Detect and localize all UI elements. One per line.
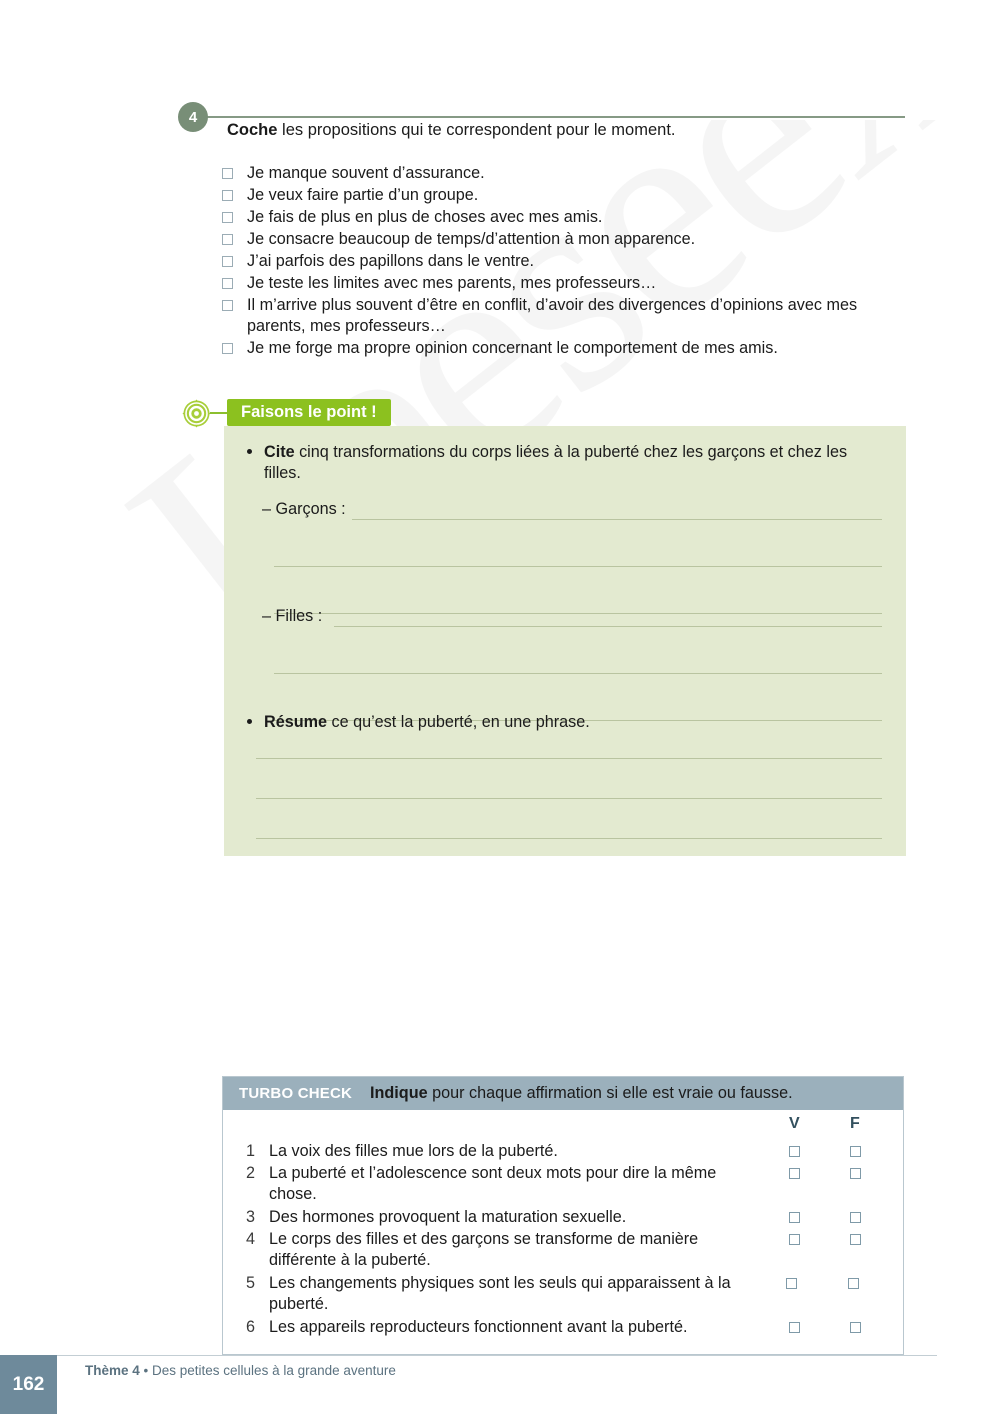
- checkbox[interactable]: [222, 278, 233, 289]
- banner-connector: [210, 412, 228, 414]
- checkbox-true[interactable]: [789, 1212, 800, 1223]
- column-header-true: V: [789, 1115, 800, 1132]
- footer-theme: [85, 1363, 396, 1378]
- checkbox[interactable]: [222, 234, 233, 245]
- row-statement: La puberté et l’adolescence sont deux mots pour dire la même chose.: [269, 1164, 717, 1203]
- bullet-resume-verb: Résume: [264, 713, 327, 731]
- turbo-check-prompt: [370, 1084, 793, 1103]
- turbo-check-panel: [222, 1076, 904, 1355]
- row-number: 3: [245, 1208, 255, 1226]
- checkbox-true[interactable]: [789, 1234, 800, 1245]
- footer-rule: [57, 1355, 937, 1356]
- exercise-number-badge: 4: [178, 102, 208, 132]
- checkbox-true[interactable]: [789, 1322, 800, 1333]
- row-number: 1: [245, 1142, 255, 1160]
- turbo-check-label: TURBO CHECK: [239, 1085, 353, 1102]
- list-item-label: Je me forge ma propre opinion concernant le comportement de mes amis.: [247, 339, 778, 357]
- footer-theme-title: • Des petites cellules à la grande aventure: [139, 1363, 396, 1378]
- exercise-instruction-text: les propositions qui te correspondent pour le moment.: [277, 121, 676, 139]
- list-item-label: Je manque souvent d’assurance.: [247, 164, 485, 182]
- answer-line[interactable]: [334, 626, 882, 627]
- checkbox-false[interactable]: [848, 1278, 859, 1289]
- filles-label: – Filles :: [262, 607, 323, 625]
- turbo-check-prompt-verb: Indique: [370, 1084, 428, 1102]
- column-header-false: F: [850, 1115, 860, 1132]
- checkbox-true[interactable]: [786, 1278, 797, 1289]
- faisons-le-point-panel: [224, 426, 906, 856]
- answer-line[interactable]: [256, 758, 882, 759]
- row-statement: Le corps des filles et des garçons se transforme de manière différente à la puberté.: [269, 1230, 699, 1269]
- checkbox-false[interactable]: [850, 1234, 861, 1245]
- checkbox-false[interactable]: [850, 1146, 861, 1157]
- list-item[interactable]: [222, 273, 922, 294]
- checkbox[interactable]: [222, 256, 233, 267]
- bullet-dot: [247, 719, 252, 724]
- bullet-resume-text: ce qu’est la puberté, en une phrase.: [326, 713, 590, 731]
- list-item[interactable]: [222, 163, 922, 184]
- checkbox[interactable]: [222, 168, 233, 179]
- answer-line[interactable]: [274, 613, 882, 614]
- checkbox-true[interactable]: [789, 1168, 800, 1179]
- row-number: 2: [245, 1164, 255, 1182]
- target-icon: [181, 398, 212, 429]
- row-number: 4: [245, 1230, 255, 1248]
- row-statement: La voix des filles mue lors de la puberté.: [269, 1142, 558, 1160]
- answer-line[interactable]: [274, 673, 882, 674]
- faisons-le-point-banner: Faisons le point !: [227, 399, 391, 426]
- row-statement: Les changements physiques sont les seuls qui apparaissent à la puberté.: [269, 1274, 731, 1313]
- checkbox-false[interactable]: [850, 1322, 861, 1333]
- footer-theme-label: Thème 4: [85, 1363, 140, 1378]
- exercise-instruction: [227, 120, 917, 141]
- proposition-checkbox-list: [222, 163, 922, 360]
- list-item[interactable]: [222, 207, 922, 228]
- list-item-label: Il m’arrive plus souvent d’être en conflit, d’avoir des divergences d’opinions avec mes parents, mes professeurs…: [247, 296, 858, 335]
- turbo-check-header: [223, 1077, 903, 1110]
- checkbox-false[interactable]: [850, 1212, 861, 1223]
- turbo-check-prompt-text: pour chaque affirmation si elle est vraie ou fausse.: [427, 1084, 793, 1102]
- bullet-cite-text: cinq transformations du corps liées à la puberté chez les garçons et chez les filles.: [264, 443, 848, 482]
- panel-bullet-resume: [264, 712, 882, 733]
- list-item-label: Je veux faire partie d’un groupe.: [247, 186, 479, 204]
- checkbox-true[interactable]: [789, 1146, 800, 1157]
- list-item[interactable]: [222, 251, 922, 272]
- list-item-label: Je consacre beaucoup de temps/d’attention à mon apparence.: [247, 230, 696, 248]
- list-item[interactable]: [222, 229, 922, 250]
- answer-line[interactable]: [256, 838, 882, 839]
- row-number: 6: [245, 1318, 255, 1336]
- panel-bullet-cite: [264, 442, 882, 484]
- list-item[interactable]: [222, 185, 922, 206]
- answer-line[interactable]: [274, 566, 882, 567]
- row-statement: Des hormones provoquent la maturation sexuelle.: [269, 1208, 627, 1226]
- exercise-instruction-verb: Coche: [227, 121, 278, 139]
- row-statement: Les appareils reproducteurs fonctionnent avant la puberté.: [269, 1318, 688, 1336]
- answer-line[interactable]: [352, 519, 882, 520]
- list-item-label: J’ai parfois des papillons dans le ventre.: [247, 252, 535, 270]
- bullet-cite-verb: Cite: [264, 443, 295, 461]
- checkbox-false[interactable]: [850, 1168, 861, 1179]
- checkbox[interactable]: [222, 300, 233, 311]
- checkbox[interactable]: [222, 343, 233, 354]
- checkbox[interactable]: [222, 190, 233, 201]
- answer-line[interactable]: [256, 798, 882, 799]
- exercise-rule: [205, 116, 905, 118]
- list-item[interactable]: [222, 295, 922, 337]
- list-item-label: Je teste les limites avec mes parents, mes professeurs…: [247, 274, 657, 292]
- list-item[interactable]: [222, 338, 922, 359]
- bullet-dot: [247, 449, 252, 454]
- garcons-label: – Garçons :: [262, 500, 346, 518]
- page-number: 162: [0, 1355, 57, 1414]
- row-number: 5: [245, 1274, 255, 1292]
- checkbox[interactable]: [222, 212, 233, 223]
- list-item-label: Je fais de plus en plus de choses avec mes amis.: [247, 208, 603, 226]
